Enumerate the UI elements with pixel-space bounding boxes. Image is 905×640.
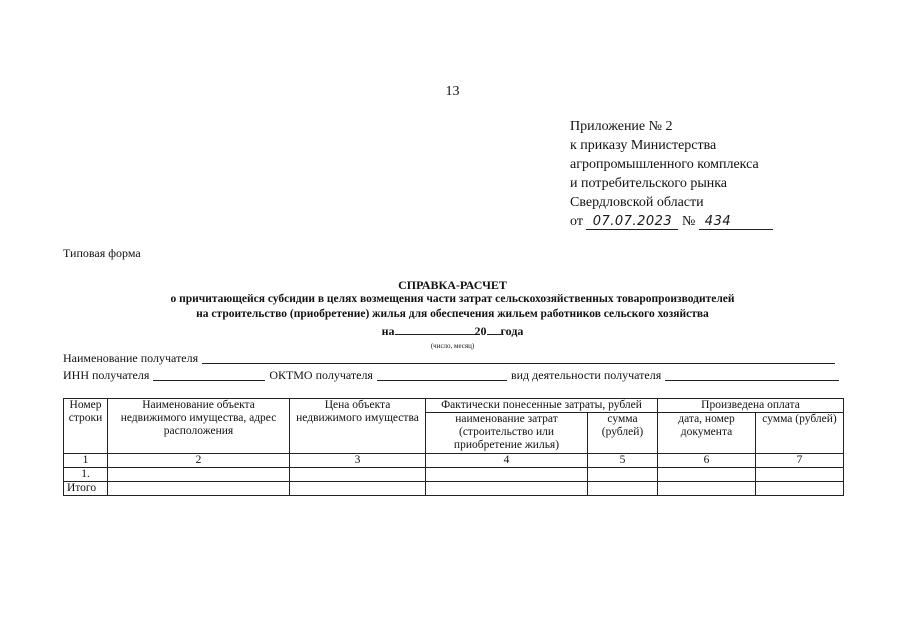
table-header-row — [64, 399, 844, 413]
column-number: 2 — [108, 454, 290, 468]
inn-field[interactable] — [153, 368, 265, 381]
appendix-line: агропромышленного комплекса — [570, 157, 759, 172]
appendix-block — [570, 117, 773, 231]
appendix-line: и потребительского рынка — [570, 176, 728, 191]
date-prefix: от — [570, 214, 583, 229]
header-cost-name: наименование затрат (строительство или приобретение жилья) — [426, 413, 588, 454]
appendix-line: Приложение № 2 — [570, 119, 673, 134]
oktmo-field[interactable] — [377, 368, 507, 381]
header-payment-sum: сумма (рублей) — [756, 413, 844, 454]
subsidy-table — [63, 398, 844, 496]
typical-form-label: Типовая форма — [63, 246, 141, 260]
oktmo-label: ОКТМО получателя — [269, 368, 373, 382]
document-subtitle: о причитающейся субсидии в целях возмещения части затрат сельскохозяйственных товаропроизводителей — [170, 293, 735, 305]
recipient-name-label: Наименование получателя — [63, 351, 199, 365]
table-cell[interactable] — [756, 482, 844, 496]
table-cell[interactable] — [588, 468, 658, 482]
row-label: 1. — [64, 468, 108, 482]
period-hint: (число, месяц) — [430, 342, 475, 350]
period-suffix: года — [500, 324, 524, 338]
column-number: 4 — [426, 454, 588, 468]
header-payment-doc: дата, номер документа — [658, 413, 756, 454]
appendix-line: Свердловской области — [570, 195, 704, 210]
table-cell[interactable] — [426, 468, 588, 482]
column-number-row — [64, 454, 844, 468]
column-number: 1 — [64, 454, 108, 468]
table-cell[interactable] — [108, 468, 290, 482]
table-cell[interactable] — [756, 468, 844, 482]
handwritten-number: 434 — [699, 215, 773, 230]
table-cell[interactable] — [290, 482, 426, 496]
column-number: 5 — [588, 454, 658, 468]
column-number: 6 — [658, 454, 756, 468]
period-prefix: на — [381, 324, 395, 338]
header-payment: Произведена оплата — [658, 399, 844, 413]
table-row — [64, 468, 844, 482]
recipient-name-row — [63, 351, 839, 366]
recipient-name-field[interactable] — [202, 351, 835, 364]
header-cost-sum: сумма (рублей) — [588, 413, 658, 454]
table-cell[interactable] — [658, 468, 756, 482]
document-subtitle-2: на строительство (приобретение) жилья для обеспечения жильем работников сельского хозяйства — [196, 308, 709, 320]
period-date-blank — [395, 323, 475, 335]
total-label: Итого — [64, 482, 108, 496]
document-title: СПРАВКА-РАСЧЕТ — [398, 278, 507, 292]
inn-label: ИНН получателя — [63, 368, 150, 382]
table-cell[interactable] — [290, 468, 426, 482]
inn-oktmo-row — [63, 368, 839, 383]
activity-label: вид деятельности получателя — [510, 368, 662, 382]
column-number: 3 — [290, 454, 426, 468]
column-number: 7 — [756, 454, 844, 468]
table-cell[interactable] — [426, 482, 588, 496]
table-cell[interactable] — [108, 482, 290, 496]
appendix-date-line — [570, 212, 773, 231]
period-year-blank — [487, 323, 501, 335]
page-number: 13 — [445, 84, 460, 99]
table-cell[interactable] — [588, 482, 658, 496]
header-row-number: Номер строки — [64, 399, 108, 454]
table-total-row — [64, 482, 844, 496]
handwritten-date: 07.07.2023 — [586, 215, 678, 230]
header-object-price: Цена объекта недвижимого имущества — [290, 399, 426, 454]
period-year: 20 — [474, 324, 487, 338]
header-actual-costs: Фактически понесенные затраты, рублей — [426, 399, 658, 413]
number-prefix: № — [681, 214, 696, 229]
header-object-name: Наименование объекта недвижимого имущества, адрес расположения — [108, 399, 290, 454]
appendix-line: к приказу Министерства — [570, 138, 717, 153]
activity-field[interactable] — [665, 368, 839, 381]
table-cell[interactable] — [658, 482, 756, 496]
period-line — [0, 323, 905, 339]
